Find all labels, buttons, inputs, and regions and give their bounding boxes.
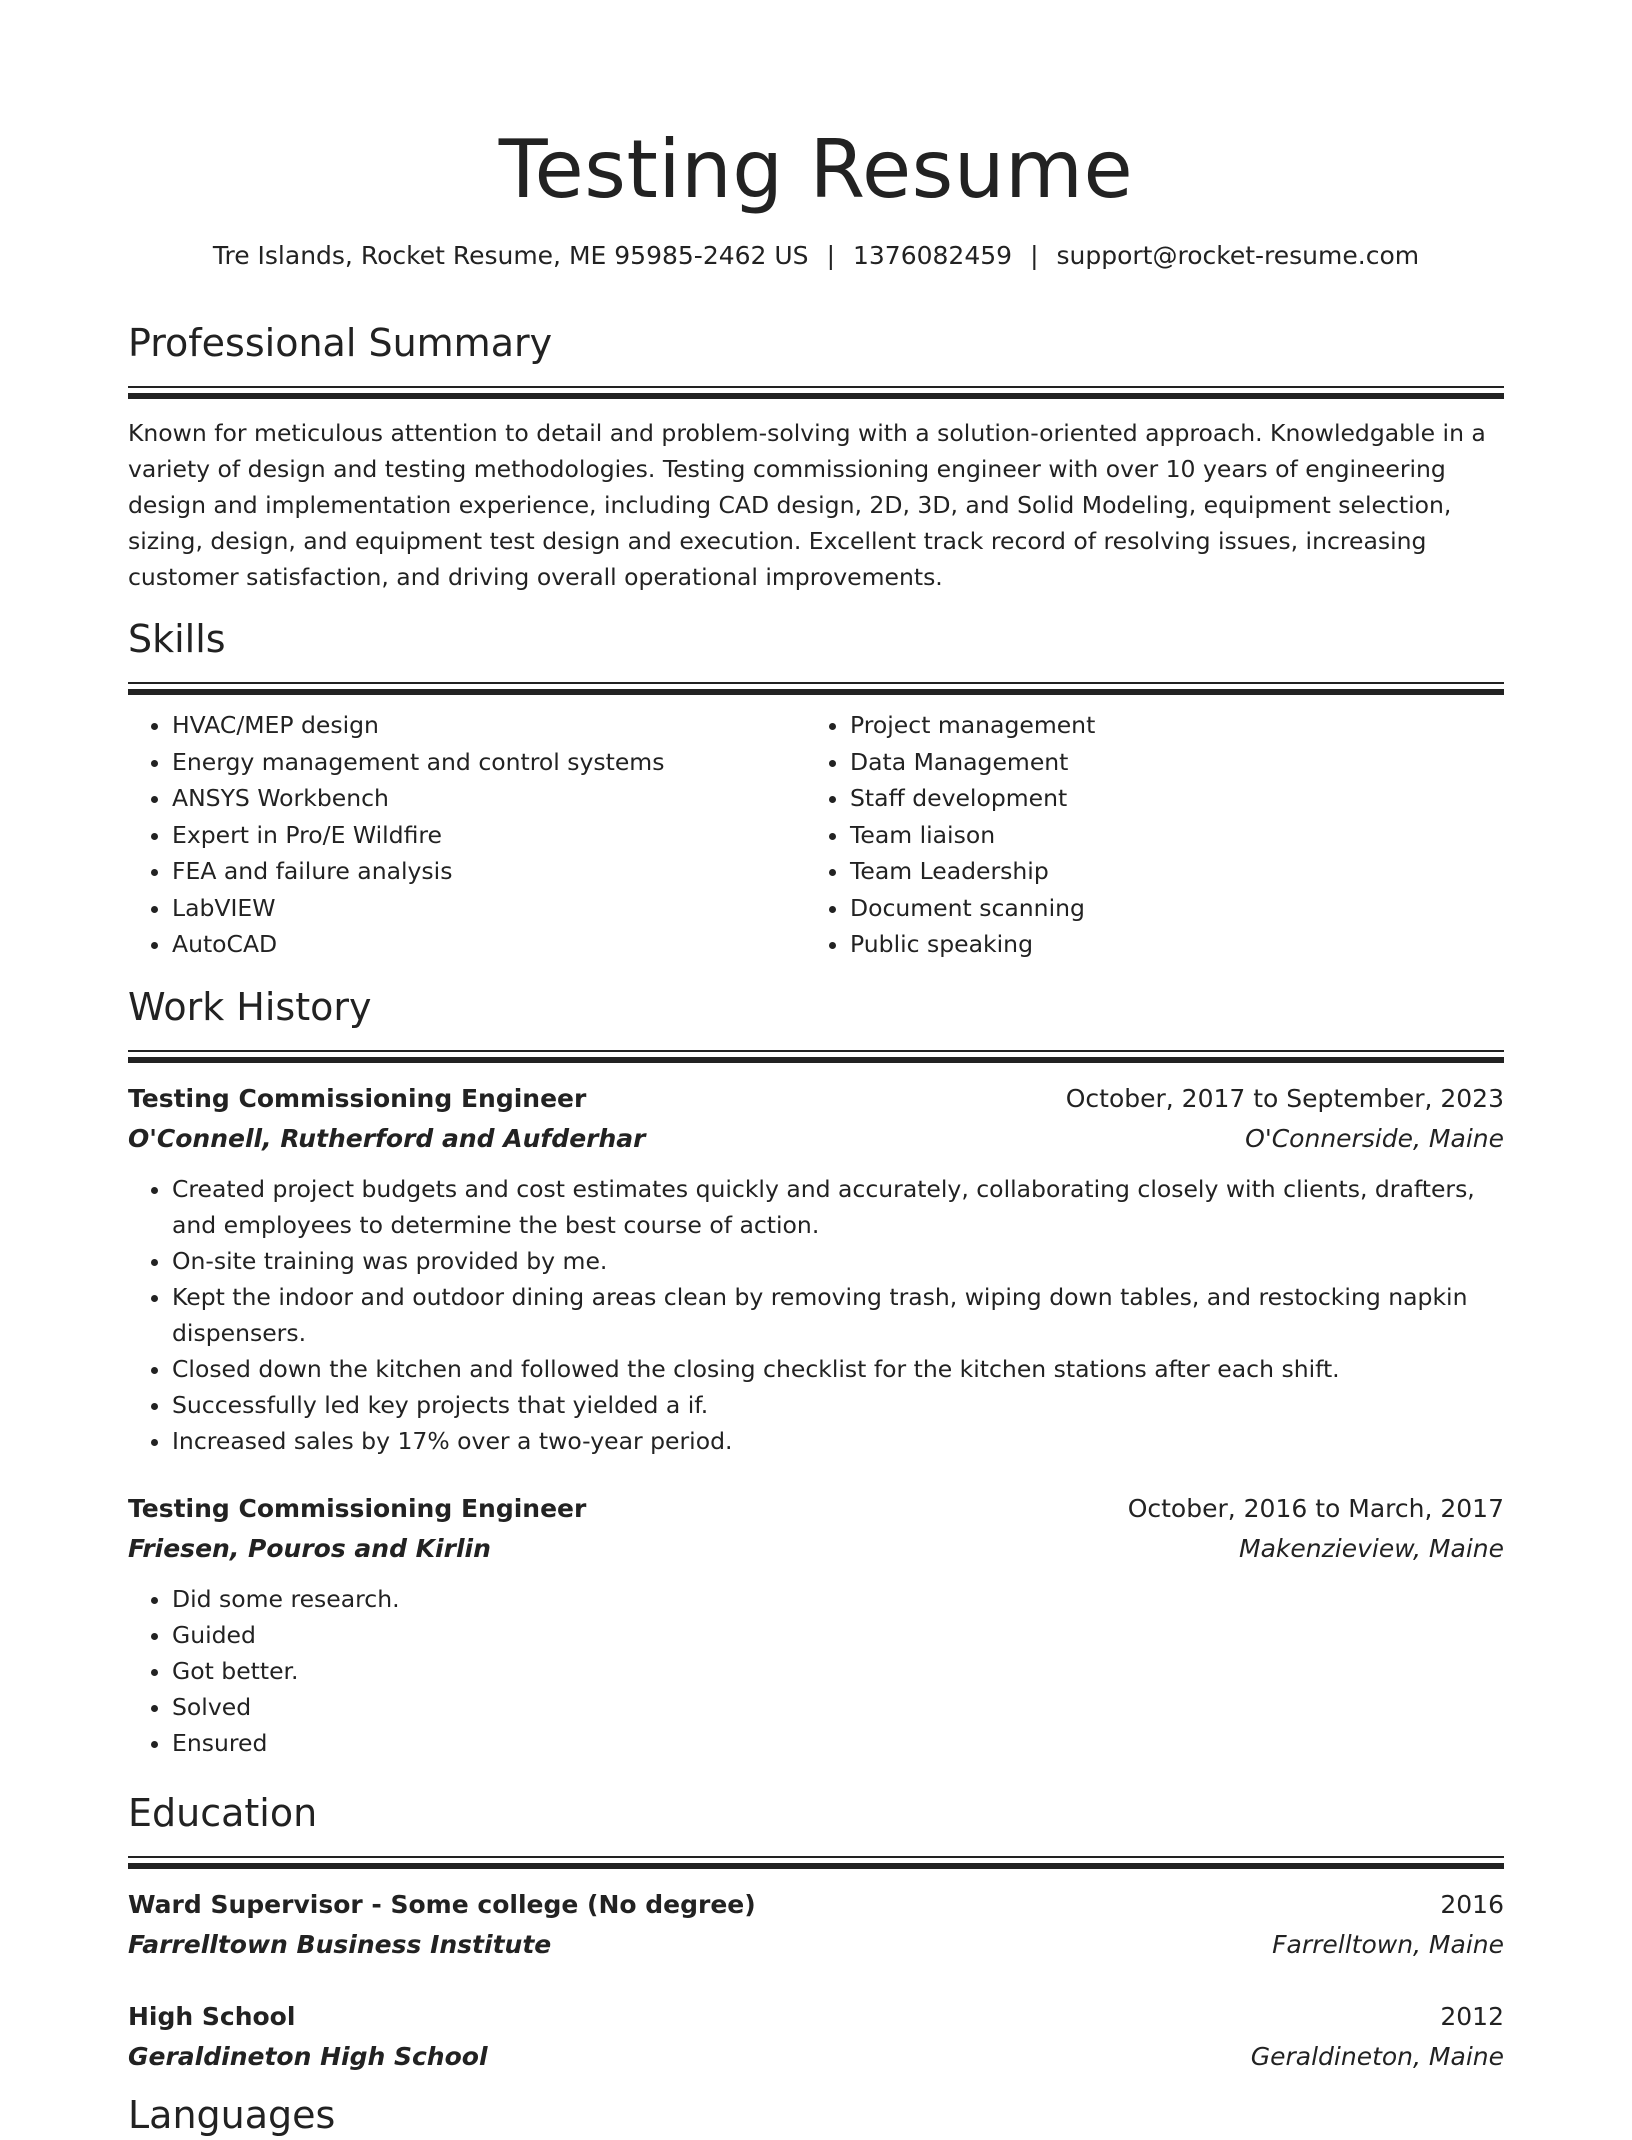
section-rule-thick [128,393,1504,399]
education-year: 2012 [1440,2002,1504,2031]
job-bullet: • Created project budgets and cost estimates quickly and accurately, collaborating closely with clients, drafters, and employees to determine the best course of action. [172,1171,1504,1243]
section-title-languages: Languages [128,2093,336,2137]
skills-section [128,614,1504,963]
work-history-section [128,982,1504,1761]
skills-grid [128,707,1504,963]
contact-phone: 1376082459 [853,241,1013,270]
job-dates: October, 2017 to September, 2023 [1065,1084,1504,1113]
section-rule-thin [128,1856,1504,1858]
education-location: Farrelltown, Maine [1272,1930,1504,1959]
education-year: 2016 [1440,1890,1504,1919]
skill-item: • HVAC/MEP design [172,707,806,744]
job-bullet: • Kept the indoor and outdoor dining areas clean by removing trash, wiping down tables, and restocking napkin dispensers. [172,1279,1504,1351]
skills-column-right [806,707,1484,963]
job-bullet: • Guided [172,1617,1504,1653]
job-bullet: • Solved [172,1689,1504,1725]
skill-item: • Staff development [850,780,1484,817]
job-bullets [128,1581,1504,1761]
section-rule-thick [128,689,1504,695]
skill-item: • Team liaison [850,817,1484,854]
section-rule-thin [128,1050,1504,1052]
education-section [128,1788,1504,2077]
contact-separator: | [826,241,835,270]
job-dates: October, 2016 to March, 2017 [1127,1494,1504,1523]
job-company: O'Connell, Rutherford and Aufderhar [128,1124,646,1153]
skill-item: • ANSYS Workbench [172,780,806,817]
job-title: Testing Commissioning Engineer [128,1494,587,1523]
skill-item: • AutoCAD [172,926,806,963]
job-location: Makenzieview, Maine [1239,1534,1504,1563]
job-company: Friesen, Pouros and Kirlin [128,1534,491,1563]
contact-line [128,238,1504,274]
job-bullet: • On-site training was provided by me. [172,1243,1504,1279]
job-bullet: • Did some research. [172,1581,1504,1617]
education-entry [128,1885,1504,1965]
skill-item: • Expert in Pro/E Wildfire [172,817,806,854]
resume-name: Testing Resume [498,123,1134,216]
section-rule-thin [128,682,1504,684]
section-title-work: Work History [128,985,372,1029]
section-rule-thick [128,1863,1504,1869]
section-title-education: Education [128,1791,318,1835]
summary-text: Known for meticulous attention to detail and problem-solving with a solution-oriented approach. Knowledgable in a variety of design and testing methodologies. Testing commissioning engineer with over 10 years of engineering design and implementation experience, including CAD design, 2D, 3D, and Solid Modeling, equipment selection, sizing, design, and equipment test design and execution. Excellent track record of resolving issues, increasing customer satisfaction, and driving overall operational improvements. [128,419,1486,591]
education-school: Farrelltown Business Institute [128,1930,552,1959]
skill-item: • Team Leadership [850,853,1484,890]
summary-section [128,318,1504,595]
job-entry [128,1079,1504,1459]
contact-address: Tre Islands, Rocket Resume, ME 95985-2462 US [212,241,809,270]
job-bullet: • Increased sales by 17% over a two-year period. [172,1423,1504,1459]
section-title-skills: Skills [128,617,226,661]
education-location: Geraldineton, Maine [1250,2042,1504,2071]
skill-item: • Project management [850,707,1484,744]
skill-item: • FEA and failure analysis [172,853,806,890]
skill-item: • Public speaking [850,926,1484,963]
job-bullet: • Closed down the kitchen and followed the closing checklist for the kitchen stations after each shift. [172,1351,1504,1387]
education-entry [128,1997,1504,2077]
skill-item: • Document scanning [850,890,1484,927]
job-entry [128,1489,1504,1761]
skill-item: • Energy management and control systems [172,744,806,781]
skills-column-left [128,707,806,963]
education-degree: Ward Supervisor - Some college (No degree) [128,1890,756,1919]
contact-email: support@rocket-resume.com [1056,241,1420,270]
contact-separator: | [1030,241,1039,270]
education-degree: High School [128,2002,296,2031]
section-rule-thin [128,386,1504,388]
education-school: Geraldineton High School [128,2042,488,2071]
job-bullet: • Ensured [172,1725,1504,1761]
languages-section [128,2090,1504,2140]
job-bullet: • Got better. [172,1653,1504,1689]
section-title-summary: Professional Summary [128,321,553,365]
skill-item: • Data Management [850,744,1484,781]
job-title: Testing Commissioning Engineer [128,1084,587,1113]
job-location: O'Connerside, Maine [1245,1124,1504,1153]
skill-item: • LabVIEW [172,890,806,927]
job-bullet: • Successfully led key projects that yielded a if. [172,1387,1504,1423]
job-bullets [128,1171,1504,1459]
section-rule-thick [128,1057,1504,1063]
